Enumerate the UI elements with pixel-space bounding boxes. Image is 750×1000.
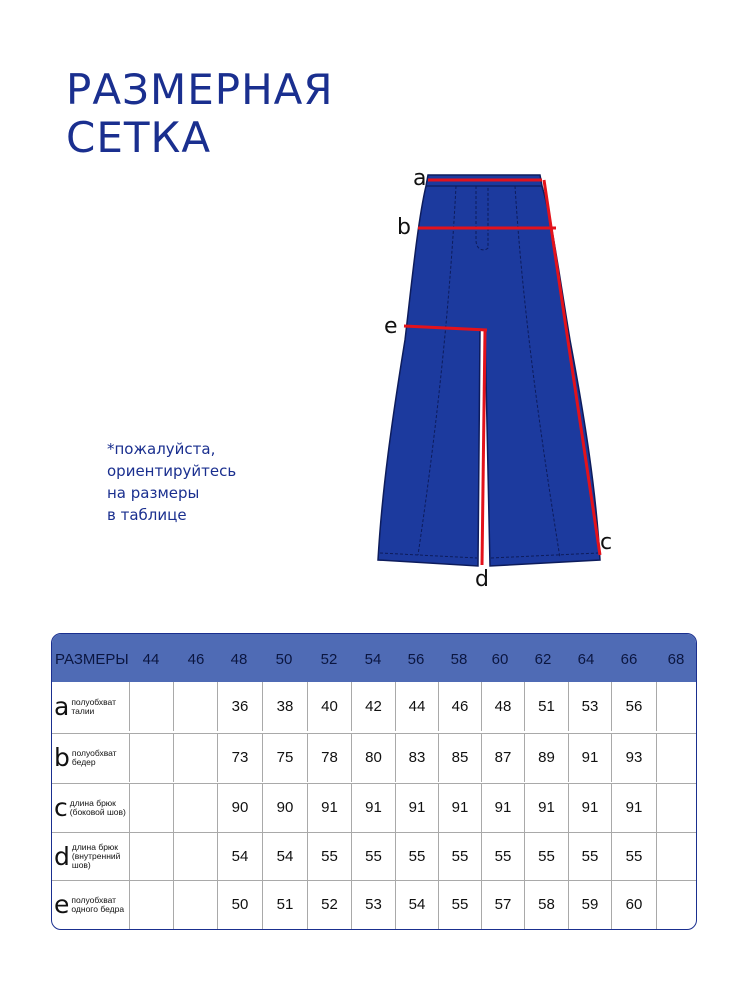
header-size-58: 58 [450,651,468,668]
table-cell: 90 [217,783,262,832]
table-cell: 93 [611,733,656,782]
header-size-68: 68 [667,651,685,668]
header-size-52: 52 [320,651,338,668]
table-cell: 42 [351,682,395,731]
table-row [52,733,696,782]
size-table-header [52,634,696,682]
row-divider [52,832,696,833]
table-cell: 75 [262,733,307,782]
table-cell: 55 [395,832,438,881]
table-cell: 52 [307,880,351,929]
table-cell: 57 [481,880,524,929]
table-row [52,832,696,881]
table-cell: 78 [307,733,351,782]
table-cell: 40 [307,682,351,731]
table-cell [129,832,173,881]
header-size-48: 48 [230,651,248,668]
measurement-letter: b [54,743,70,772]
table-cell: 73 [217,733,262,782]
table-row [52,880,696,929]
measure-line-d [482,330,485,565]
measurement-letter: d [54,842,70,871]
table-cell [656,682,697,731]
row-label-cell [52,783,129,832]
table-cell: 58 [524,880,568,929]
table-cell: 54 [262,832,307,881]
header-size-66: 66 [620,651,638,668]
measurement-description: полуобхват бедер [71,747,117,767]
table-row [52,783,696,832]
table-cell: 91 [568,783,611,832]
label-c: c [600,530,613,555]
table-cell: 55 [524,832,568,881]
table-cell: 91 [307,783,351,832]
table-cell: 36 [217,682,262,731]
size-table [51,633,697,930]
table-cell [173,832,217,881]
header-size-56: 56 [407,651,425,668]
row-divider [52,783,696,784]
pants-shape [378,175,600,566]
table-cell: 91 [568,733,611,782]
measurement-letter: a [54,692,70,721]
header-size-50: 50 [275,651,293,668]
table-cell [173,880,217,929]
measurement-description: длина брюк (внутренний шов) [71,842,121,870]
table-cell: 54 [217,832,262,881]
table-cell: 46 [438,682,481,731]
row-label-cell [52,832,129,881]
row-label-cell [52,880,129,929]
table-cell [129,733,173,782]
table-cell [656,880,697,929]
measurement-description: полуобхват талии [71,696,116,716]
table-cell: 50 [217,880,262,929]
table-cell [173,783,217,832]
table-cell: 44 [395,682,438,731]
note-line-1: *пожалуйста, [107,440,216,458]
header-size-44: 44 [142,651,160,668]
table-cell: 91 [438,783,481,832]
row-label-cell [52,733,129,782]
title-line-2: СЕТКА [66,113,212,162]
note-line-2: ориентируйтесь [107,462,237,480]
table-cell: 60 [611,880,656,929]
label-e: e [384,314,398,339]
table-cell: 54 [395,880,438,929]
table-cell [656,832,697,881]
label-d: d [475,567,489,592]
table-cell: 85 [438,733,481,782]
table-cell: 53 [351,880,395,929]
note-line-3: на размеры [107,484,200,502]
table-cell: 90 [262,783,307,832]
row-label-cell [52,682,129,731]
table-cell: 91 [611,783,656,832]
row-divider [52,733,696,734]
header-sizes-label: РАЗМЕРЫ [55,651,129,668]
table-cell [656,733,697,782]
title-line-1: РАЗМЕРНАЯ [66,65,334,114]
table-cell: 80 [351,733,395,782]
table-cell [129,783,173,832]
table-cell: 91 [351,783,395,832]
pants-illustration [378,175,600,566]
table-cell: 38 [262,682,307,731]
table-cell: 48 [481,682,524,731]
table-cell: 55 [611,832,656,881]
table-cell: 51 [262,880,307,929]
table-cell [129,682,173,731]
table-cell: 59 [568,880,611,929]
table-row [52,682,696,731]
measurement-letter: c [54,793,68,822]
table-cell [129,880,173,929]
header-size-64: 64 [577,651,595,668]
table-cell: 55 [568,832,611,881]
header-size-46: 46 [187,651,205,668]
table-cell: 91 [395,783,438,832]
label-b: b [397,215,411,240]
table-cell [173,682,217,731]
row-divider [52,880,696,881]
table-cell: 55 [438,880,481,929]
table-cell: 89 [524,733,568,782]
table-cell: 91 [481,783,524,832]
measurement-description: длина брюк (боковой шов) [69,797,126,817]
table-cell [656,783,697,832]
table-cell [173,733,217,782]
measurement-letter: e [54,890,70,919]
note-line-4: в таблице [107,506,187,524]
table-cell: 87 [481,733,524,782]
table-cell: 56 [611,682,656,731]
table-cell: 91 [524,783,568,832]
table-cell: 51 [524,682,568,731]
table-cell: 55 [481,832,524,881]
header-size-60: 60 [491,651,509,668]
table-cell: 55 [351,832,395,881]
label-a: a [413,166,427,191]
header-size-62: 62 [534,651,552,668]
table-cell: 55 [307,832,351,881]
table-cell: 53 [568,682,611,731]
measurement-description: полуобхват одного бедра [71,894,125,914]
table-cell: 83 [395,733,438,782]
header-size-54: 54 [364,651,382,668]
table-cell: 55 [438,832,481,881]
